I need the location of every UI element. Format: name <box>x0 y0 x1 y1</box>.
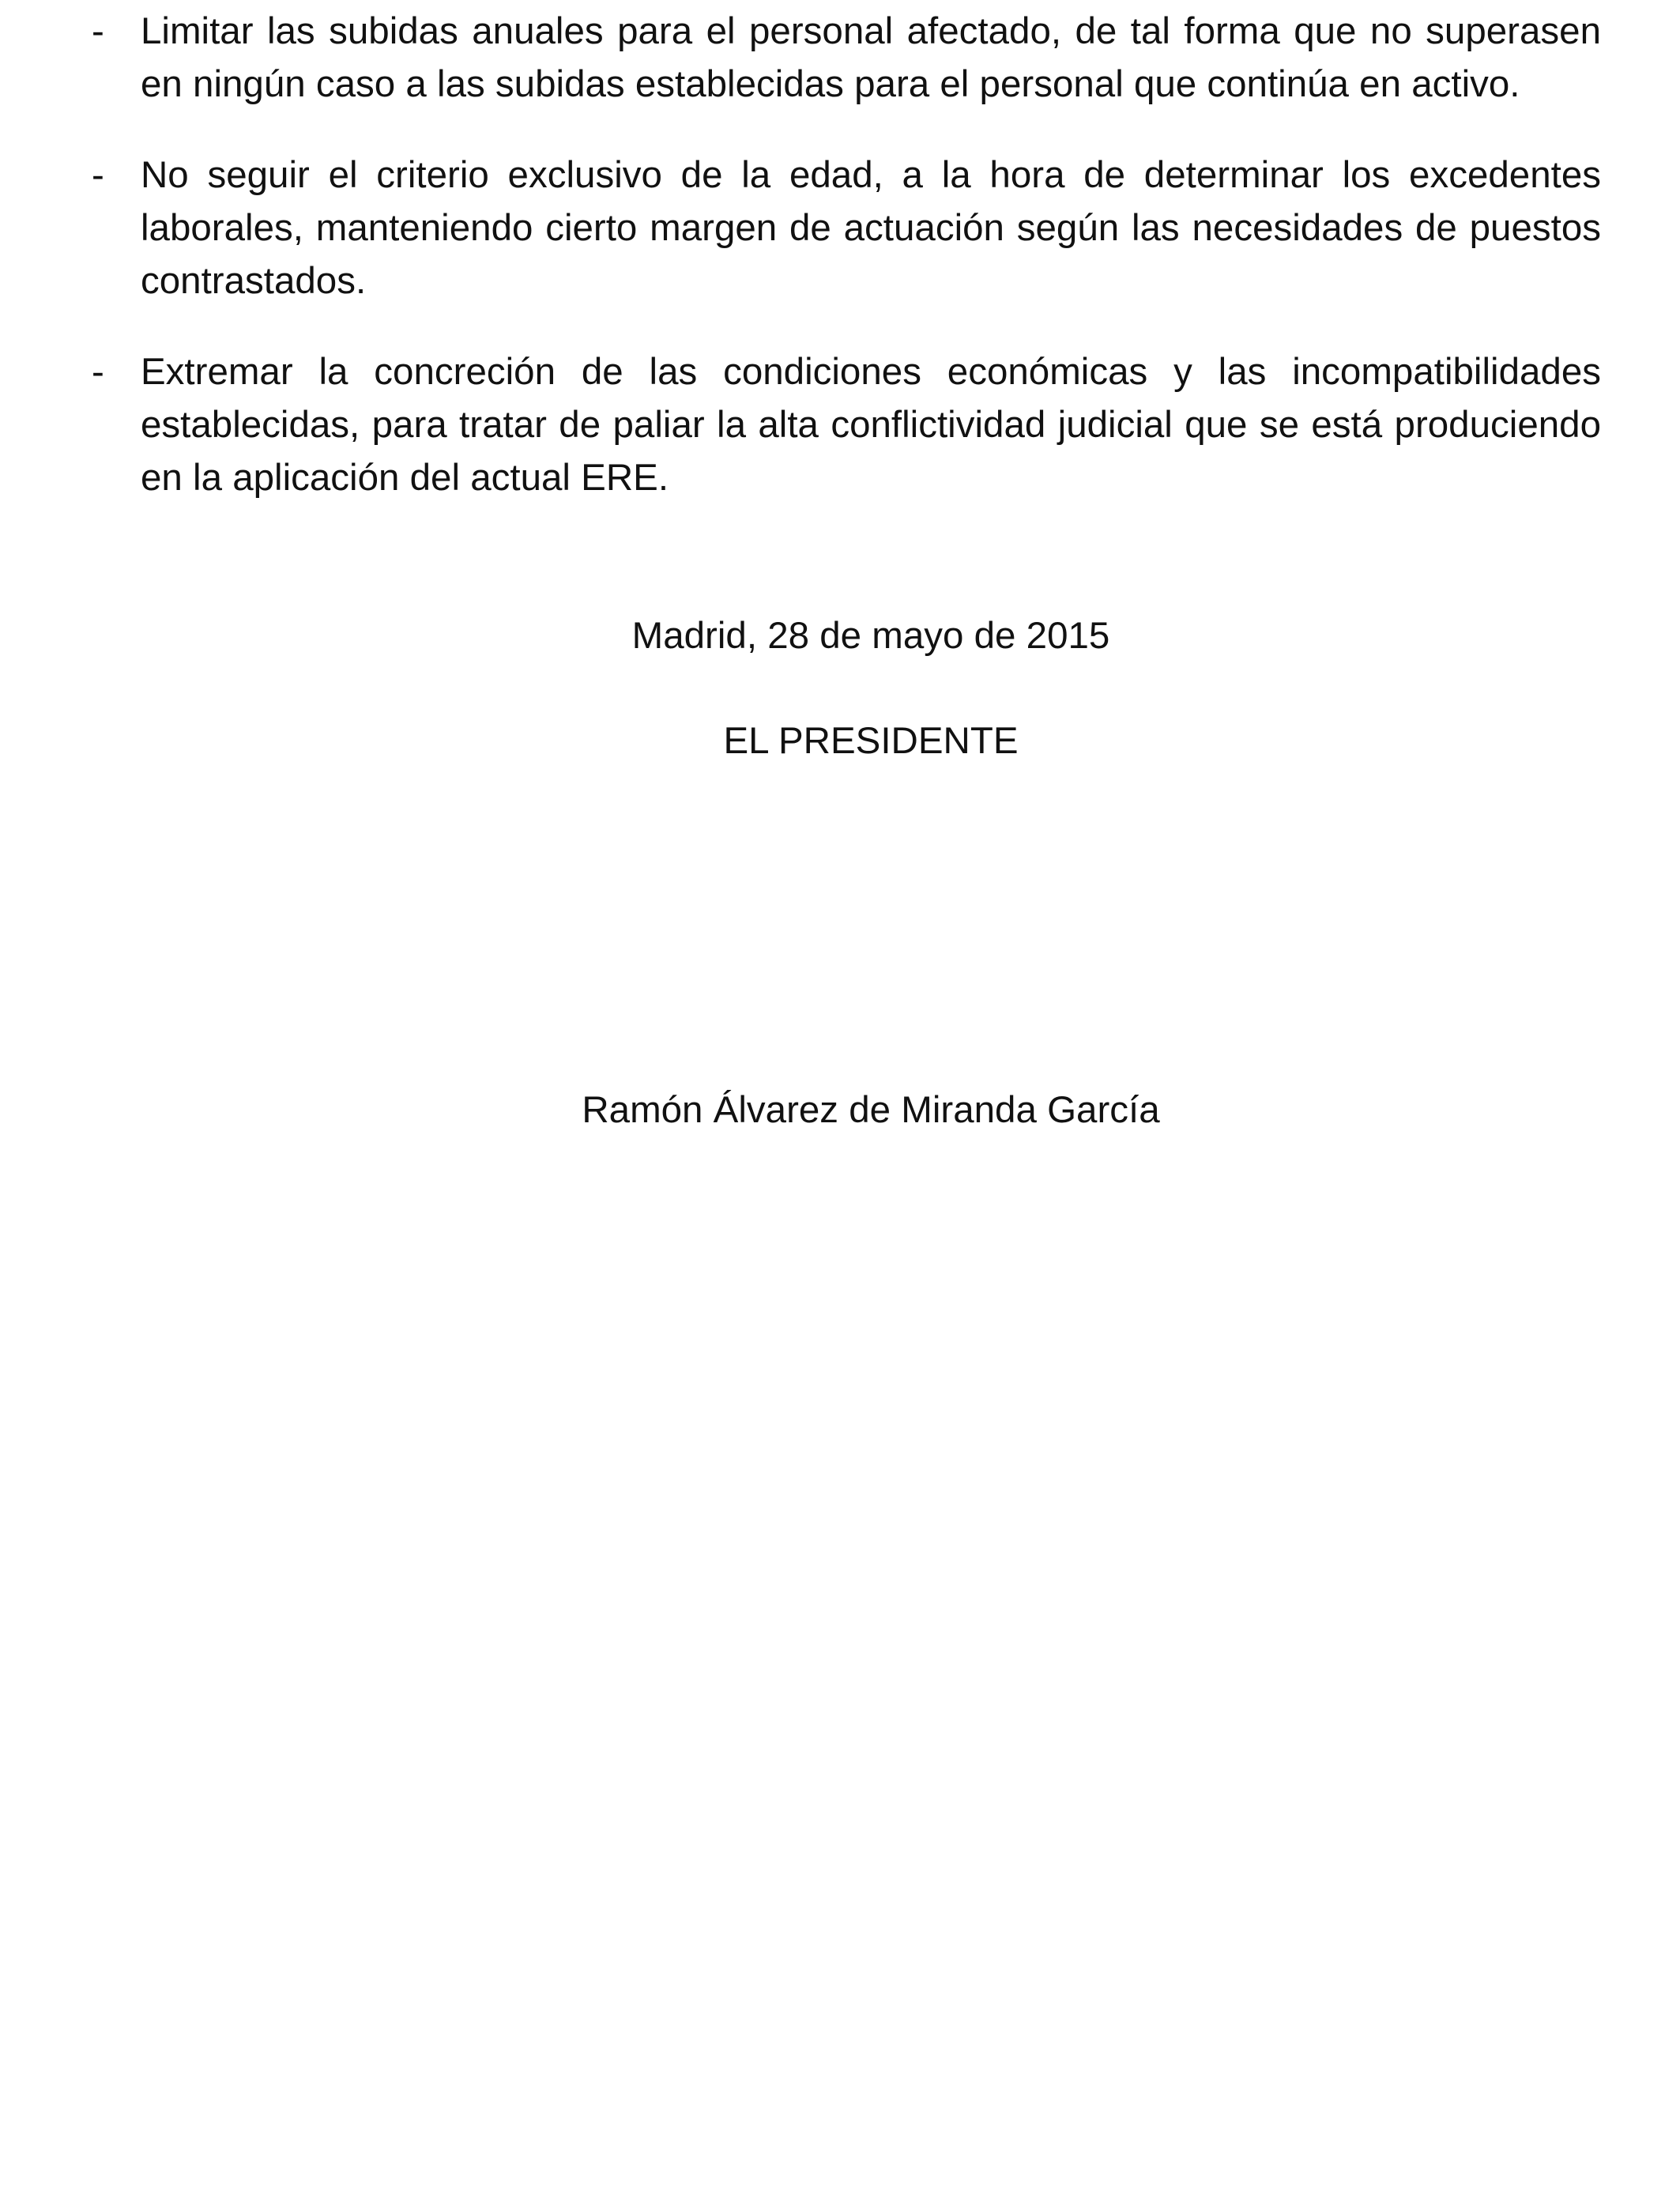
list-item <box>92 5 1601 111</box>
list-item-text: Limitar las subidas anuales para el personal afectado, de tal forma que no superasen en ningún caso a las subidas establecidas para el personal que continúa en activo. <box>141 10 1601 105</box>
signer-role: EL PRESIDENTE <box>723 720 1019 762</box>
list-item <box>92 345 1601 504</box>
list-item-text: Extremar la concreción de las condiciones económicas y las incompatibilidades establecidas, para tratar de paliar la alta conflictividad judicial que se está produciendo en la aplicación del actual ERE. <box>141 351 1601 499</box>
list-item <box>92 149 1601 307</box>
bullet-dash: - <box>92 10 104 52</box>
signer-name: Ramón Álvarez de Miranda García <box>582 1089 1160 1131</box>
list-item-text: No seguir el criterio exclusivo de la edad, a la hora de determinar los excedentes laborales, manteniendo cierto margen de actuación según las necesidades de puestos contrastados. <box>141 154 1601 302</box>
bullet-dash: - <box>92 154 104 196</box>
bullet-dash: - <box>92 351 104 393</box>
recommendations-list <box>92 5 1601 542</box>
place-date: Madrid, 28 de mayo de 2015 <box>631 615 1110 657</box>
